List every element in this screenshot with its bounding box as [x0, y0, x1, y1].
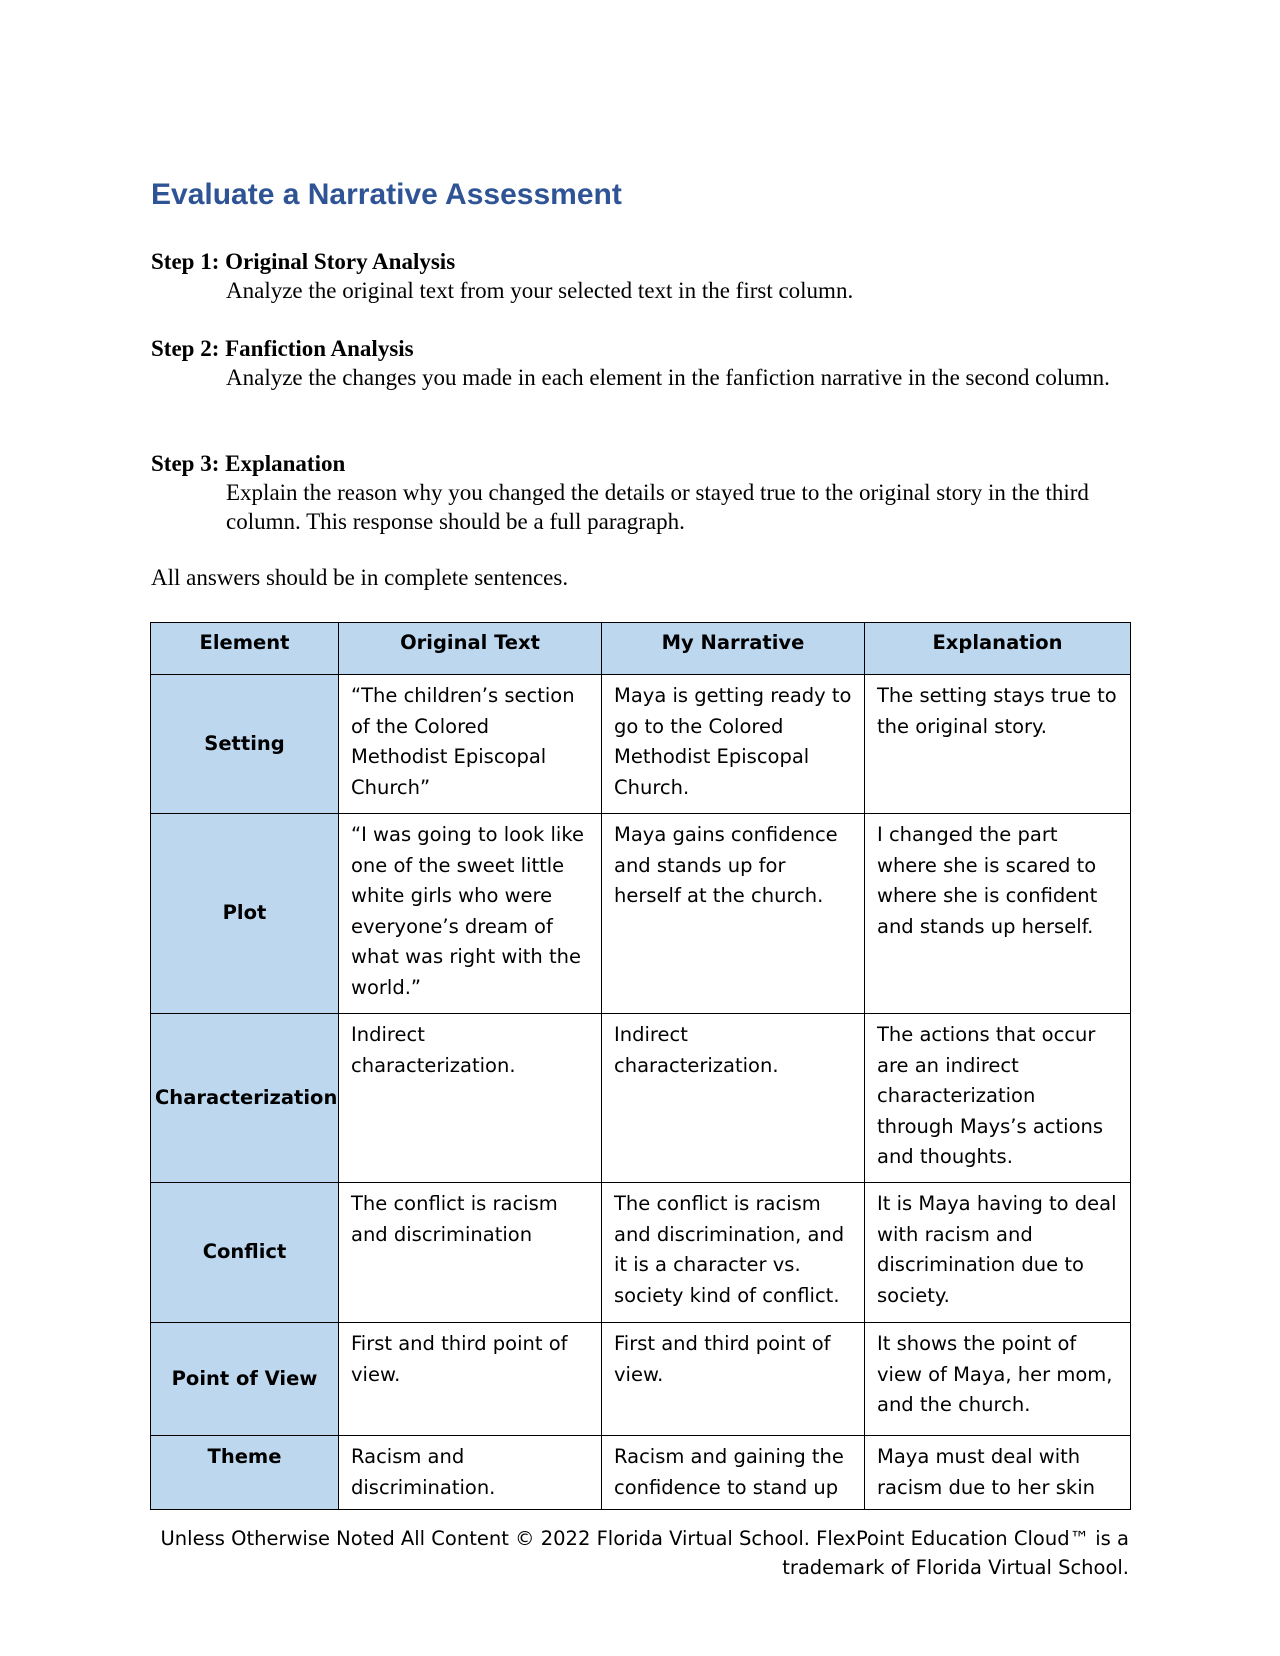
page-title: Evaluate a Narrative Assessment — [151, 178, 622, 211]
my-narrative-cell: The conflict is racism and discrimination, and it is a character vs. society kind of conflict. — [602, 1183, 865, 1323]
original-text-cell: “The children’s section of the Colored Methodist Episcopal Church” — [339, 675, 602, 814]
element-cell: Theme — [151, 1436, 339, 1510]
explanation-cell: It is Maya having to deal with racism and discrimination due to society. — [865, 1183, 1131, 1323]
element-cell: Point of View — [151, 1323, 339, 1436]
table-row — [151, 675, 1131, 814]
element-cell: Setting — [151, 675, 339, 814]
explanation-cell: Maya must deal with racism due to her skin — [865, 1436, 1131, 1510]
element-cell: Conflict — [151, 1183, 339, 1323]
copyright-footer — [149, 1524, 1129, 1582]
table-header-row — [151, 623, 1131, 675]
table-row — [151, 1014, 1131, 1183]
instructions-note: All answers should be in complete sentences. — [151, 565, 569, 590]
my-narrative-cell: First and third point of view. — [602, 1323, 865, 1436]
element-cell: Characterization — [151, 1014, 339, 1183]
step-1 — [151, 248, 1131, 305]
my-narrative-cell: Maya gains confidence and stands up for herself at the church. — [602, 814, 865, 1014]
step-1-heading: Step 1: Original Story Analysis — [151, 249, 456, 274]
explanation-cell: The setting stays true to the original story. — [865, 675, 1131, 814]
header-my-narrative: My Narrative — [602, 623, 865, 675]
analysis-table — [150, 622, 1131, 1510]
explanation-cell: It shows the point of view of Maya, her mom, and the church. — [865, 1323, 1131, 1436]
header-explanation: Explanation — [865, 623, 1131, 675]
step-2 — [151, 335, 1131, 392]
table-row — [151, 1183, 1131, 1323]
header-original-text: Original Text — [339, 623, 602, 675]
original-text-cell: First and third point of view. — [339, 1323, 602, 1436]
original-text-cell: Indirect characterization. — [339, 1014, 602, 1183]
original-text-cell: “I was going to look like one of the sweet little white girls who were everyone’s dream of what was right with the world.” — [339, 814, 602, 1014]
step-2-heading: Step 2: Fanfiction Analysis — [151, 336, 414, 361]
table-row — [151, 1323, 1131, 1436]
header-element: Element — [151, 623, 339, 675]
copyright-line-1: Unless Otherwise Noted All Content © 2022 Florida Virtual School. FlexPoint Education Cloud™ is a — [160, 1527, 1129, 1550]
my-narrative-cell: Indirect characterization. — [602, 1014, 865, 1183]
table-row — [151, 814, 1131, 1014]
step-3-heading: Step 3: Explanation — [151, 451, 346, 476]
original-text-cell: The conflict is racism and discrimination — [339, 1183, 602, 1323]
element-cell: Plot — [151, 814, 339, 1014]
my-narrative-cell: Maya is getting ready to go to the Colored Methodist Episcopal Church. — [602, 675, 865, 814]
explanation-cell: The actions that occur are an indirect characterization through Mays’s actions and thoughts. — [865, 1014, 1131, 1183]
step-2-body: Analyze the changes you made in each element in the fanfiction narrative in the second column. — [226, 365, 1110, 390]
copyright-line-2: trademark of Florida Virtual School. — [782, 1556, 1129, 1579]
step-3 — [151, 450, 1131, 536]
step-3-body: Explain the reason why you changed the details or stayed true to the original story in the third column. This response should be a full paragraph. — [226, 480, 1089, 534]
explanation-cell: I changed the part where she is scared to where she is confident and stands up herself. — [865, 814, 1131, 1014]
original-text-cell: Racism and discrimination. — [339, 1436, 602, 1510]
step-1-body: Analyze the original text from your selected text in the first column. — [226, 278, 854, 303]
table-row — [151, 1436, 1131, 1510]
my-narrative-cell: Racism and gaining the confidence to stand up — [602, 1436, 865, 1510]
